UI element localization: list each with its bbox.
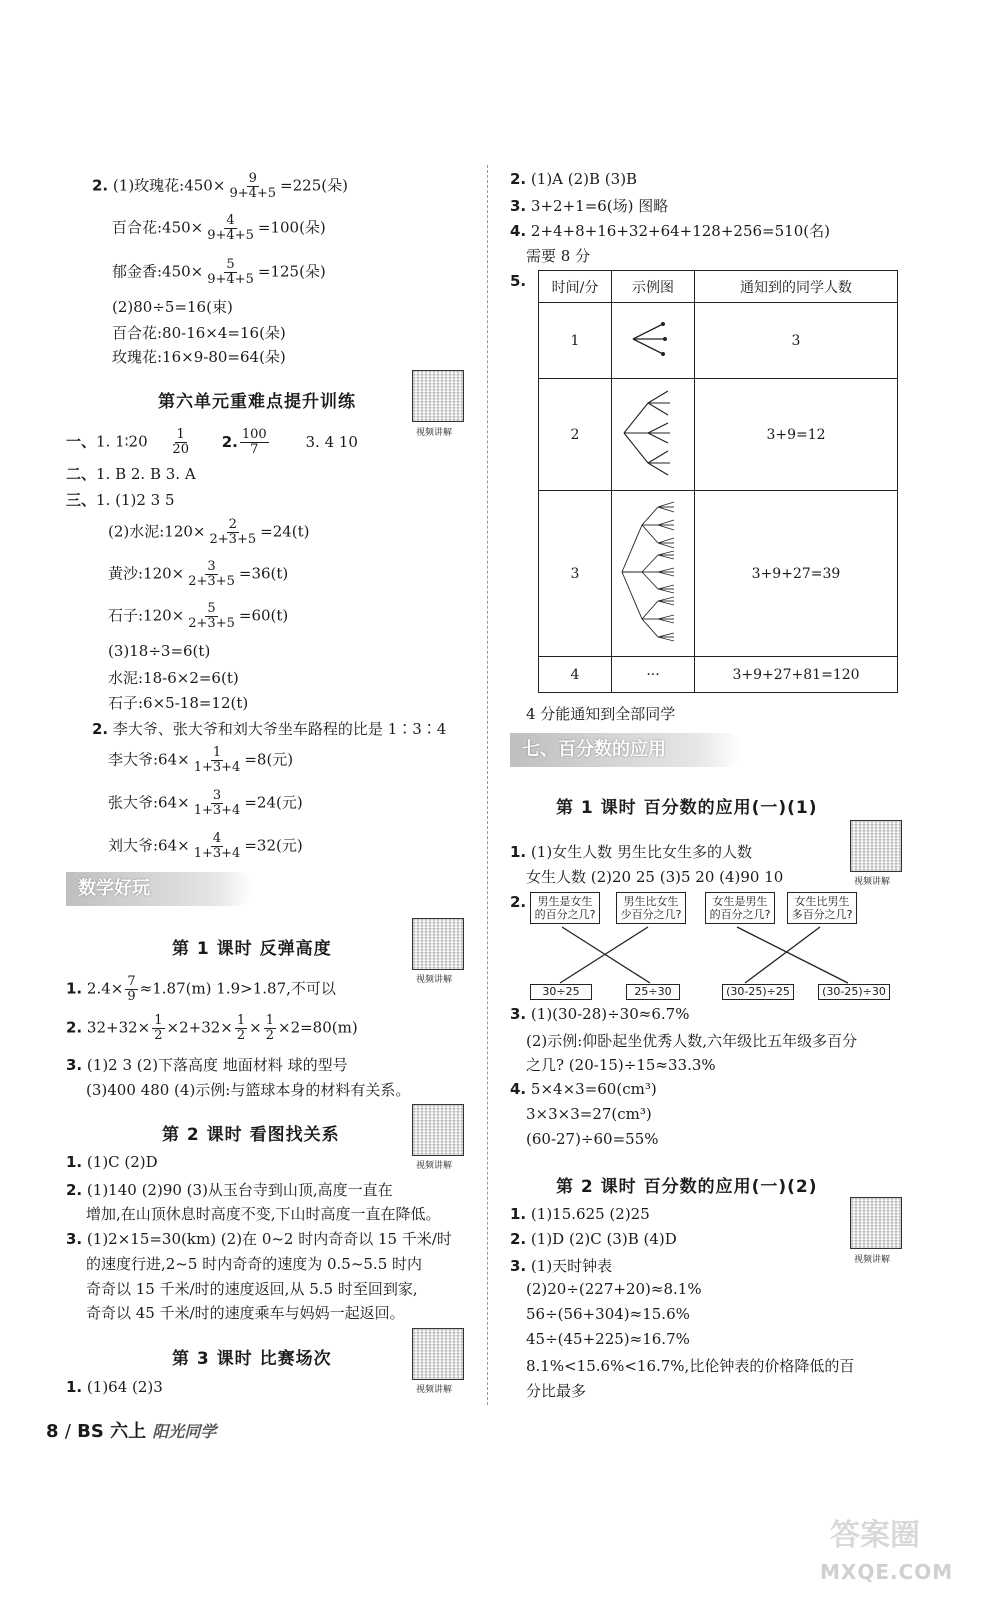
question-number: 1.	[66, 979, 83, 998]
numerator: 2	[228, 517, 237, 532]
table-row	[539, 657, 898, 693]
qr-code-icon[interactable]	[850, 820, 902, 872]
match-box-bottom-2: 25÷30	[626, 984, 680, 1000]
unit6-line-b	[108, 560, 288, 589]
tree-icon	[618, 497, 688, 647]
lesson1-q1	[66, 975, 336, 1004]
match-box-bottom-1: 30÷25	[530, 984, 592, 1000]
text: 李大爷、张大爷和刘大爷坐车路程的比是 1∶3∶4	[112, 720, 447, 738]
numerator: 3	[207, 559, 216, 574]
text: (1)64 (2)3	[86, 1378, 163, 1396]
text: 1. 1∶20	[96, 432, 148, 451]
text: 1. (1)2 3 5	[96, 491, 175, 509]
qr-code-icon[interactable]	[412, 1328, 464, 1380]
numerator: 1	[265, 1013, 274, 1028]
fraction	[205, 214, 256, 243]
unit6-part3	[66, 489, 175, 510]
text: =8(元)	[244, 750, 294, 769]
table-row	[539, 379, 898, 491]
denominator: 1+3+4	[193, 760, 241, 775]
qr-label: 视频讲解	[416, 975, 453, 985]
brand-logo: 阳光同学	[152, 1422, 217, 1441]
numerator: 100	[241, 427, 267, 442]
r-l2-q3-line6: 分比最多	[526, 1382, 587, 1400]
fraction	[205, 258, 256, 287]
page-footer	[46, 1417, 216, 1443]
question-number: 4.	[510, 1080, 527, 1098]
text: 郁金香:450×	[112, 262, 204, 281]
r-l1-q1-line1	[510, 841, 752, 862]
r-l2-q3-line2: (2)20÷(227+20)≈8.1%	[526, 1280, 702, 1298]
denominator: 1+3+4	[193, 846, 241, 861]
text: 刘大爷:64×	[108, 836, 190, 855]
lesson2-q3-line2: 的速度行进,2~5 时内奇奇的速度为 0.5~5.5 时内	[86, 1255, 423, 1273]
fraction	[186, 560, 237, 589]
numerator: 4	[226, 213, 235, 228]
lesson2-q3-line1	[66, 1228, 452, 1249]
text: ×	[249, 1018, 262, 1037]
part-label: 三、	[66, 491, 97, 509]
fraction	[240, 428, 269, 457]
text: =24(元)	[244, 793, 303, 812]
question-number: 3.	[510, 197, 527, 215]
qr-label: 视频讲解	[854, 1255, 891, 1265]
table-cell: 3+9=12	[695, 379, 898, 491]
text: =100(朵)	[257, 218, 326, 237]
unit6-line-c	[108, 602, 288, 631]
question-number: 2.	[510, 1230, 527, 1248]
unit6-q2-line2	[108, 746, 293, 775]
question-number: 2.	[510, 893, 527, 911]
text: 1. B 2. B 3. A	[96, 465, 196, 483]
text: =32(元)	[244, 836, 303, 855]
question-number: 3.	[66, 1056, 83, 1074]
question-number: 2.	[510, 170, 527, 188]
fraction	[125, 975, 137, 1004]
denominator: 1+3+4	[193, 803, 241, 818]
section-banner-math: 数学好玩	[66, 872, 253, 906]
text: (2)水泥:120×	[108, 522, 206, 541]
fraction	[152, 1014, 164, 1043]
text: 石子:120×	[108, 606, 185, 625]
denominator: 9	[127, 989, 136, 1004]
numerator: 1	[154, 1013, 163, 1028]
qr-label: 视频讲解	[854, 877, 891, 887]
numerator: 1	[212, 745, 222, 760]
watermark-logo: 答案圈	[830, 1518, 920, 1553]
text: =225(朵)	[280, 176, 348, 195]
match-box-bottom-4: (30-25)÷30	[818, 984, 890, 1000]
text: (1)C (2)D	[86, 1153, 158, 1171]
left-q2-line1	[92, 172, 348, 201]
unit6-title: 第六单元重难点提升训练	[158, 392, 356, 412]
text: (1)140 (2)90 (3)从玉台寺到山顶,高度一直在	[86, 1181, 393, 1199]
r-l1-q4-line1	[510, 1080, 657, 1098]
r-l2-q2	[510, 1230, 677, 1248]
numerator: 1	[236, 1013, 246, 1028]
tree-diagram-1	[612, 303, 695, 379]
lesson2-q3-line3: 奇奇以 15 千米/时的速度返回,从 5.5 时至回到家,	[86, 1280, 418, 1298]
fraction	[170, 428, 191, 457]
lesson2-q3-line4: 奇奇以 45 千米/时的速度乘车与妈妈一起返回。	[86, 1304, 405, 1322]
denominator: 9+4+5	[207, 228, 254, 243]
numerator: 4	[212, 831, 222, 846]
qr-code-icon[interactable]	[412, 1104, 464, 1156]
question-number: 4.	[510, 222, 527, 240]
table-cell: ···	[612, 657, 695, 693]
r-lesson1-title: 第 1 课时 百分数的应用(一)(1)	[556, 798, 818, 818]
watermark-url: MXQE.COM	[820, 1560, 954, 1584]
question-number: 2.	[66, 1018, 83, 1037]
text: 32+32×	[86, 1018, 151, 1037]
text: 3+2+1=6(场) 图略	[530, 197, 669, 215]
match-box-top-2: 男生比女生少百分之几?	[616, 892, 686, 924]
text: (1)2×15=30(km) (2)在 0~2 时内奇奇以 15 千米/时	[86, 1230, 452, 1248]
lesson2-q2-line2: 增加,在山顶休息时高度不变,下山时高度一直在降低。	[86, 1205, 441, 1223]
unit6-q2-line3	[108, 789, 303, 818]
qr-label: 视频讲解	[416, 1385, 453, 1395]
text: (1)玫瑰花:450×	[112, 176, 226, 195]
question-number: 2.	[92, 176, 109, 195]
r-l2-q3-line1	[510, 1255, 612, 1276]
unit6-line-d: (3)18÷3=6(t)	[108, 642, 211, 660]
question-number: 2.	[221, 432, 238, 451]
page-number: 8	[46, 1421, 59, 1442]
lesson1-q2	[66, 1014, 358, 1043]
denominator: 20	[172, 442, 189, 457]
question-number: 1.	[510, 1205, 527, 1223]
numerator: 5	[226, 257, 235, 272]
text: (1)2 3 (2)下落高度 地面材料 球的型号	[86, 1056, 348, 1074]
numerator: 3	[212, 788, 222, 803]
question-number: 2.	[66, 1181, 83, 1199]
lesson2-title: 第 2 课时 看图找关系	[162, 1125, 340, 1145]
match-box-bottom-3: (30-25)÷25	[722, 984, 794, 1000]
text: ≈1.87(m) 1.9>1.87,不可以	[139, 979, 336, 998]
tree-diagram-2	[612, 379, 695, 491]
r-l1-q4-line2: 3×3×3=27(cm³)	[526, 1105, 652, 1123]
unit6-part2	[66, 463, 196, 484]
table-header: 通知到的同学人数	[695, 271, 898, 303]
tree-diagram-3	[612, 491, 695, 657]
unit6-line-e: 水泥:18-6×2=6(t)	[108, 669, 239, 687]
table-cell: 4	[539, 657, 612, 693]
text: 3. 4 10	[305, 432, 358, 451]
table-cell: 3	[695, 303, 898, 379]
lesson1-q3-line1	[66, 1054, 348, 1075]
table-row	[539, 303, 898, 379]
qr-code-icon[interactable]	[412, 918, 464, 970]
denominator: 2+3+5	[188, 616, 235, 631]
left-q2-line3	[112, 258, 326, 287]
qr-code-icon[interactable]	[412, 370, 464, 422]
denominator: 9+4+5	[207, 272, 254, 287]
denominator: 2	[154, 1028, 163, 1043]
denominator: 2	[236, 1028, 246, 1043]
qr-code-icon[interactable]	[850, 1197, 902, 1249]
fraction	[186, 602, 237, 631]
table-row	[539, 491, 898, 657]
left-q2-line2	[112, 214, 326, 243]
edition-label: BS 六上	[77, 1421, 147, 1442]
match-box-top-1: 男生是女生的百分之几?	[530, 892, 600, 924]
fraction	[235, 1014, 247, 1043]
table-cell: 2	[539, 379, 612, 491]
text: 5×4×3=60(cm³)	[530, 1080, 657, 1098]
denominator: 7	[250, 442, 259, 457]
text: =125(朵)	[257, 262, 326, 281]
fraction	[192, 789, 243, 818]
qr-label: 视频讲解	[416, 1161, 453, 1171]
lesson2-q1	[66, 1153, 158, 1171]
question-number: 2.	[92, 720, 109, 738]
question-number: 1.	[66, 1153, 83, 1171]
r-l1-q3-line2: (2)示例:仰卧起坐优秀人数,六年级比五年级多百分	[526, 1032, 858, 1050]
denominator: 2+3+5	[188, 574, 235, 589]
lesson1-q3-line2: (3)400 480 (4)示例:与篮球本身的材料有关系。	[86, 1081, 411, 1099]
right-q2	[510, 170, 637, 188]
notification-table	[538, 270, 898, 693]
text: (1)15.625 (2)25	[530, 1205, 650, 1223]
question-number: 3.	[510, 1257, 527, 1275]
footer-separator: /	[64, 1421, 71, 1442]
unit6-q2-line1	[92, 718, 446, 739]
unit6-line-a	[108, 518, 310, 547]
text: 黄沙:120×	[108, 564, 185, 583]
text: (1)A (2)B (3)B	[530, 170, 638, 188]
lesson3-q1	[66, 1378, 163, 1396]
text: (1)D (2)C (3)B (4)D	[530, 1230, 677, 1248]
column-divider	[487, 165, 488, 1405]
tree-icon	[623, 314, 683, 364]
text: =60(t)	[238, 606, 289, 625]
lesson1-title: 第 1 课时 反弹高度	[172, 939, 332, 959]
text: (1)(30-28)÷30≈6.7%	[530, 1005, 690, 1023]
fraction	[192, 746, 243, 775]
question-number: 3.	[66, 1230, 83, 1248]
part-label: 二、	[66, 465, 97, 483]
fraction	[208, 518, 259, 547]
r-l2-q3-line4: 45÷(45+225)≈16.7%	[526, 1330, 690, 1348]
table-cell: 1	[539, 303, 612, 379]
text: 2.4×	[86, 979, 124, 998]
numerator: 9	[248, 171, 257, 186]
matching-lines	[530, 925, 900, 985]
left-q2-line6: 玫瑰花:16×9-80=64(朵)	[112, 348, 286, 366]
question-number: 5.	[510, 272, 527, 290]
text: =24(t)	[260, 522, 310, 541]
numerator: 7	[127, 974, 136, 989]
text: 2+4+8+16+32+64+128+256=510(名)	[530, 222, 830, 240]
r-l2-q3-line5: 8.1%<15.6%<16.7%,比伦钟表的价格降低的百	[526, 1357, 855, 1375]
unit6-line-f: 石子:6×5-18=12(t)	[108, 694, 249, 712]
text: 张大爷:64×	[108, 793, 190, 812]
text: =36(t)	[238, 564, 289, 583]
fraction	[227, 172, 278, 201]
part-label: 一、	[66, 432, 97, 451]
fraction	[264, 1014, 276, 1043]
question-number: 3.	[510, 1005, 527, 1023]
r-l1-q3-line1	[510, 1005, 689, 1023]
table-header: 时间/分	[539, 271, 612, 303]
lesson3-title: 第 3 课时 比赛场次	[172, 1349, 332, 1369]
match-box-top-4: 女生比男生多百分之几?	[787, 892, 857, 924]
table-header: 示例图	[612, 271, 695, 303]
lesson2-q2-line1	[66, 1179, 393, 1200]
qr-label: 视频讲解	[416, 428, 453, 438]
table-cell: 3+9+27+81=120	[695, 657, 898, 693]
text: (1)天时钟表	[530, 1257, 613, 1275]
denominator: 2	[265, 1028, 274, 1043]
fraction	[192, 832, 243, 861]
table-header-row	[539, 271, 898, 303]
table-cell: 3	[539, 491, 612, 657]
tree-icon	[618, 383, 688, 483]
text: ×2=80(m)	[278, 1018, 358, 1037]
left-q2-line4: (2)80÷5=16(束)	[112, 298, 233, 316]
numerator: 5	[207, 601, 216, 616]
denominator: 2+3+5	[209, 532, 257, 547]
r-l1-q3-line3: 之几? (20-15)÷15≈33.3%	[526, 1056, 716, 1074]
text: 百合花:450×	[112, 218, 204, 237]
question-number: 1.	[510, 843, 527, 861]
r-l1-q4-line3: (60-27)÷60=55%	[526, 1130, 659, 1148]
question-number: 1.	[66, 1378, 83, 1396]
q5-conclusion: 4 分能通知到全部同学	[526, 705, 676, 723]
text: 李大爷:64×	[108, 750, 190, 769]
text: ×2+32×	[166, 1018, 233, 1037]
text: (1)女生人数 男生比女生多的人数	[530, 843, 752, 861]
r-l1-q1-line2: 女生人数 (2)20 25 (3)5 20 (4)90 10	[526, 868, 784, 886]
match-box-top-3: 女生是男生的百分之几?	[705, 892, 775, 924]
unit6-part1	[66, 428, 358, 457]
numerator: 1	[176, 427, 185, 442]
right-q3	[510, 195, 668, 216]
right-q4-line2: 需要 8 分	[526, 247, 591, 265]
unit6-q2-line4	[108, 832, 303, 861]
denominator: 9+4+5	[229, 186, 277, 201]
right-q4-line1	[510, 220, 830, 241]
left-q2-line5: 百合花:80-16×4=16(朵)	[112, 324, 286, 342]
r-lesson2-title: 第 2 课时 百分数的应用(一)(2)	[556, 1177, 818, 1197]
r-l2-q1	[510, 1205, 650, 1223]
section-banner-seven: 七、百分数的应用	[510, 733, 742, 767]
r-l2-q3-line3: 56÷(56+304)≈15.6%	[526, 1305, 690, 1323]
table-cell: 3+9+27=39	[695, 491, 898, 657]
